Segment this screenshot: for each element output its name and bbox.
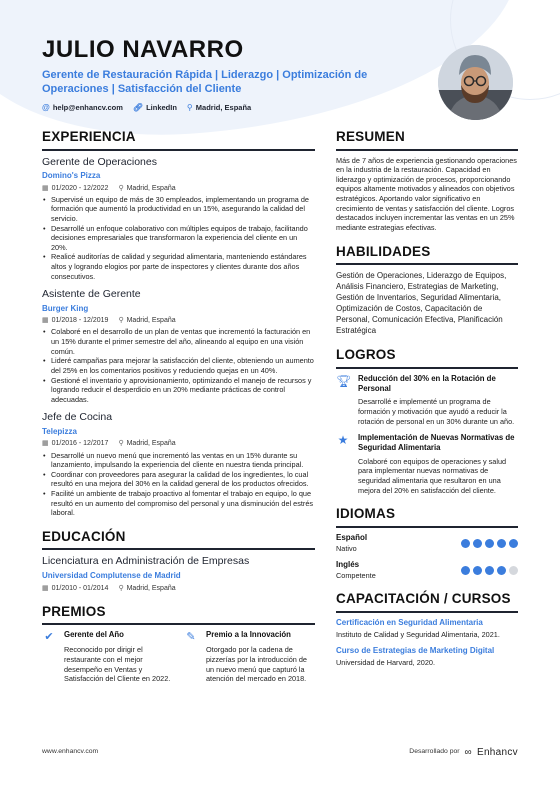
rating-dot — [461, 566, 470, 575]
award-title: Gerente del Año — [64, 630, 124, 640]
rating-dot — [509, 539, 518, 548]
trophy-icon: 🏆︎ — [336, 373, 352, 388]
achievement-description: Desarrollé e implementé un programa de formación y motivación que ayudó a reducir la rotación de personal en un 30% durante un año. — [358, 397, 515, 426]
award-description: Reconocido por dirigir el restaurante con el mejor desempeño en Ventas y Satisfacción del Cliente en 2022. — [64, 645, 171, 684]
achievement-title: Reducción del 30% en la Rotación de Personal — [358, 373, 496, 393]
education-meta: ▦ 01/2010 - 01/2014 ⚲ Madrid, España — [42, 584, 176, 592]
job-location: Madrid, España — [126, 440, 176, 448]
achievements-list — [336, 374, 518, 495]
skills-section — [336, 243, 518, 337]
link-icon: 🔗︎ — [132, 102, 144, 112]
job-location: Madrid, España — [126, 317, 176, 325]
company-name: Domino's Pizza — [42, 171, 101, 181]
job-dates: 01/2018 - 12/2019 — [51, 317, 109, 325]
achievement-item — [336, 374, 518, 426]
award-description: Otorgado por la cadena de pizzerías por la introducción de un nuevo menú que capturó la atención del mercado en 2018. — [206, 645, 307, 684]
courses-list — [336, 618, 518, 668]
bullet-item: • Lideré campañas para mejorar la satisfacción del cliente, obteniendo un aumento del 25% en los comentarios positivos y reduciendo quejas en un 40%. — [42, 356, 315, 375]
language-level: Nativo — [336, 544, 357, 554]
language-rating — [461, 566, 518, 575]
job-meta — [42, 316, 315, 325]
awards-heading: PREMIOS — [42, 603, 315, 626]
contact-location: ⚲ Madrid, España — [186, 102, 252, 112]
job-bullets — [42, 327, 315, 404]
course-item — [336, 646, 518, 668]
candidate-name: JULIO NAVARRO — [42, 36, 244, 63]
rating-dot — [509, 566, 518, 575]
bullet-item: • Supervisé un equipo de más de 30 empleados, implementando un programa de formación que aumentó la productividad en un 15%, asegurando la calidad del servicio. — [42, 195, 315, 224]
footer-brand-name: Enhancv — [476, 747, 518, 758]
bullet-item: • Desarrollé un enfoque colaborativo con múltiples equipos de trabajo, facilitando decisiones empresariales que transformaron la experiencia del cliente en un 20%. — [42, 224, 315, 253]
left-column — [42, 128, 315, 694]
experience-entry — [42, 411, 315, 518]
rating-dot — [461, 539, 470, 548]
awards-list — [42, 630, 315, 684]
bullet-item: • Coordinar con proveedores para asegurar la calidad de los ingredientes, lo cual resultó en una mejora del 30% en la calidad general de los productos ofrecidos. — [42, 470, 315, 489]
footer — [42, 746, 518, 759]
contact-email[interactable]: @ help@enhancv.com — [42, 102, 123, 112]
check-icon: ✔ — [44, 631, 54, 644]
candidate-subtitle: Gerente de Restauración Rápida | Liderazgo | Optimización de Operaciones | Satisfacción del Cliente — [42, 69, 368, 95]
job-title: Asistente de Gerente — [42, 288, 141, 301]
bullet-item: • Realicé auditorías de calidad y seguridad alimentaria, manteniendo estándares altos y logrando elogios por parte de inspectores y clientes durante dos años consecutivos. — [42, 252, 315, 281]
job-meta — [42, 184, 315, 193]
skills-heading: HABILIDADES — [336, 243, 518, 266]
contact-linkedin[interactable]: 🔗︎ LinkedIn — [132, 102, 177, 112]
location-pin-icon: ⚲ — [118, 184, 124, 192]
degree-title: Licenciatura en Administración de Empresas — [42, 555, 250, 568]
job-dates: 01/2016 - 12/2017 — [51, 440, 109, 448]
calendar-icon: ▦ — [42, 184, 49, 192]
calendar-icon: ▦ — [42, 440, 49, 448]
bullet-item: • Desarrollé un nuevo menú que incrementó las ventas en un 15% durante su lanzamiento, impulsando la experiencia del cliente en nuestra tienda principal. — [42, 451, 315, 470]
company-name: Telepizza — [42, 427, 77, 437]
languages-list — [336, 533, 518, 581]
summary-text: Más de 7 años de experiencia gestionando operaciones en la industria de la restauración. Capacidad en liderazgo y optimización de procesos, proporcionando equipos altamente motivados y alineados con objetivos estratégicos. Aportando valor significativo en crecimiento de ventas y satisfacción del cliente. Logros destacados incluyen incrementar las ventas en un 25% mediante estrategias efectivas. — [336, 155, 517, 232]
location-pin-icon: ⚲ — [118, 317, 124, 325]
education-heading: EDUCACIÓN — [42, 528, 315, 551]
languages-heading: IDIOMAS — [336, 505, 518, 528]
award-item — [42, 630, 172, 684]
rating-dot — [497, 539, 506, 548]
calendar-icon: ▦ — [42, 584, 49, 592]
footer-powered-by: Desarrollado por — [409, 748, 460, 756]
bullet-item: • Gestioné el inventario y aprovisionamiento, optimizando el manejo de recursos y logrando reducir el desperdicio en un 20% mediante prácticas de control adecuadas. — [42, 376, 315, 405]
summary-section — [336, 128, 518, 233]
location-pin-icon: ⚲ — [118, 440, 124, 448]
job-dates: 01/2020 - 12/2022 — [51, 184, 109, 192]
experience-list — [42, 156, 315, 518]
resume-header — [42, 38, 422, 113]
job-bullets — [42, 195, 315, 282]
language-rating — [461, 539, 518, 548]
right-column — [336, 128, 518, 678]
footer-website[interactable]: www.enhancv.com — [42, 748, 99, 756]
experience-entry — [42, 156, 315, 282]
award-title: Premio a la Innovación — [206, 630, 291, 640]
courses-heading: CAPACITACIÓN / CURSOS — [336, 590, 518, 613]
courses-section — [336, 590, 518, 668]
course-title: Curso de Estrategias de Marketing Digital — [336, 646, 495, 655]
star-icon: ★ — [337, 433, 349, 448]
company-name: Burger King — [42, 303, 89, 313]
course-description: Universidad de Harvard, 2020. — [336, 658, 435, 668]
language-item — [336, 533, 518, 554]
job-title: Gerente de Operaciones — [42, 155, 157, 168]
school-name: Universidad Complutense de Madrid — [42, 571, 181, 581]
profile-photo — [438, 45, 513, 120]
achievement-description: Colaboré con equipos de operaciones y salud para implementar nuevas normativas de seguridad alimentaria que resultaron en una mejora del 20% en satisfacción del cliente. — [358, 456, 507, 495]
bullet-item: • Colaboré en el desarrollo de un plan de ventas que incrementó la facturación en un 15% durante el primer semestre del año, alineando al equipo en una visión común. — [42, 327, 315, 356]
location-pin-icon: ⚲ — [118, 584, 124, 592]
experience-section — [42, 128, 315, 518]
language-name: Inglés — [336, 559, 360, 569]
at-icon: @ — [42, 102, 50, 112]
pencil-icon: ✎ — [186, 631, 196, 644]
education-entry — [42, 555, 315, 592]
experience-entry — [42, 288, 315, 404]
skills-text: Gestión de Operaciones, Liderazgo de Equipos, Análisis Financiero, Estrategias de Marketing, Gestión de Inventarios, Seguridad Alimentaria, Optimización de Costos, Capacitación de Personal, Comunicación Efectiva, Planificación Estratégica — [336, 271, 507, 336]
experience-heading: EXPERIENCIA — [42, 128, 315, 151]
language-name: Español — [336, 532, 368, 542]
language-item — [336, 560, 518, 581]
enhancv-logo-icon: ∞ — [464, 747, 472, 758]
calendar-icon: ▦ — [42, 317, 49, 325]
summary-heading: RESUMEN — [336, 128, 518, 151]
course-description: Instituto de Calidad y Seguridad Alimentaria, 2021. — [336, 630, 500, 640]
bullet-item: • Facilité un ambiente de trabajo proactivo al fomentar el trabajo en equipo, lo que resultó en un aumento del compromiso del personal y una disminución del estrés laboral. — [42, 489, 315, 518]
job-title: Jefe de Cocina — [42, 411, 113, 424]
languages-section — [336, 505, 518, 580]
rating-dot — [473, 539, 482, 548]
footer-brand — [409, 746, 518, 759]
course-item — [336, 618, 518, 640]
rating-dot — [497, 566, 506, 575]
job-bullets — [42, 451, 315, 518]
contact-bar — [42, 103, 422, 113]
achievement-item — [336, 433, 518, 495]
rating-dot — [485, 539, 494, 548]
rating-dot — [485, 566, 494, 575]
achievement-title: Implementación de Nuevas Normativas de Seguridad Alimentaria — [358, 433, 515, 452]
job-meta — [42, 439, 315, 448]
achievements-heading: LOGROS — [336, 346, 518, 369]
education-section — [42, 528, 315, 593]
job-location: Madrid, España — [126, 184, 176, 192]
achievements-section — [336, 346, 518, 495]
location-pin-icon: ⚲ — [186, 102, 193, 112]
awards-section — [42, 603, 315, 684]
course-title: Certificación en Seguridad Alimentaria — [336, 617, 483, 627]
rating-dot — [473, 566, 482, 575]
award-item — [184, 630, 314, 684]
language-level: Competente — [336, 570, 376, 580]
